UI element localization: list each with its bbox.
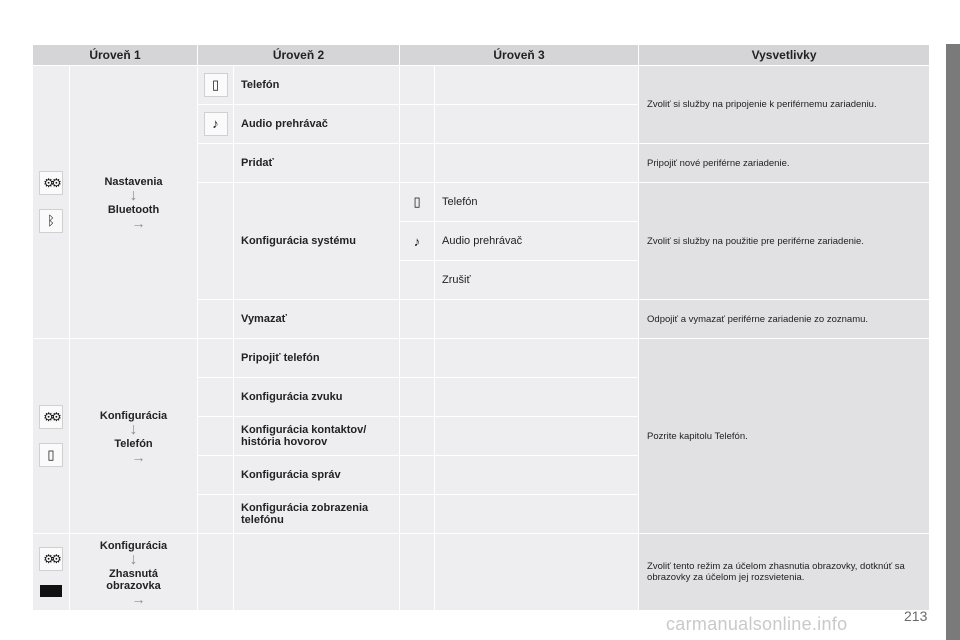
arrow-right-icon: → (131, 448, 146, 465)
page-number: 213 (904, 608, 928, 624)
explanation: Zvoliť si služby na použitie pre periférne zariadenie. (639, 183, 930, 300)
settings-gear-icon: ⚙⚙ (39, 547, 63, 571)
explanation: Odpojiť a vymazať periférne zariadenie zo zoznamu. (639, 300, 930, 339)
section1-title: Nastavenia (104, 175, 163, 188)
section3-subtitle: Zhasnutá obrazovka (106, 567, 161, 592)
level2-item: Konfigurácia správ (234, 456, 400, 495)
level2-item: Pridať (234, 144, 400, 183)
section1-subtitle: Bluetooth (107, 203, 160, 216)
screen-off-icon (40, 585, 62, 597)
table-row (33, 66, 930, 105)
level2-item: Telefón (234, 66, 400, 105)
arrow-down-icon: ↓ (129, 186, 138, 204)
bluetooth-icon: ᛒ (39, 209, 63, 233)
level2-item: Pripojiť telefón (234, 339, 400, 378)
level2-item: Konfigurácia systému (234, 183, 400, 300)
section2-icons (33, 339, 70, 534)
header-level-3: Úroveň 3 (400, 45, 639, 66)
music-note-icon: ♪ (413, 233, 421, 249)
section2-subtitle: Telefón (114, 437, 153, 450)
table-row (33, 339, 930, 378)
phone-icon: ▯ (413, 194, 421, 209)
music-note-icon: ♪ (204, 112, 228, 136)
watermark-text: carmanualsonline.info (666, 614, 848, 634)
level3-item: Telefón (435, 183, 639, 222)
level2-item: Konfigurácia kontaktov/ história hovorov (234, 417, 400, 456)
explanation: Pripojiť nové periférne zariadenie. (639, 144, 930, 183)
level2-item: Konfigurácia zobrazenia telefónu (234, 495, 400, 534)
header-level-1: Úroveň 1 (33, 45, 198, 66)
settings-gear-icon: ⚙⚙ (39, 405, 63, 429)
section1-icons (33, 66, 70, 339)
level2-item: Audio prehrávač (234, 105, 400, 144)
arrow-down-icon: ↓ (129, 420, 138, 438)
section3-icons (33, 534, 70, 611)
explanation: Pozrite kapitolu Telefón. (639, 339, 930, 534)
menu-table (32, 44, 930, 611)
level3-item: Zrušiť (435, 261, 639, 300)
level3-item: Audio prehrávač (435, 222, 639, 261)
arrow-right-icon: → (131, 590, 146, 607)
header-explanations: Vysvetlivky (639, 45, 930, 66)
section2-level1 (70, 339, 198, 534)
section2-title: Konfigurácia (99, 409, 168, 422)
header-level-2: Úroveň 2 (198, 45, 400, 66)
phone-icon: ▯ (204, 73, 228, 97)
settings-gear-icon: ⚙⚙ (39, 171, 63, 195)
explanation: Zvoliť si služby na pripojenie k periférnemu zariadeniu. (639, 66, 930, 144)
section3-level1 (70, 534, 198, 611)
section3-title: Konfigurácia (99, 539, 168, 552)
table-row (33, 534, 930, 611)
explanation: Zvoliť tento režim za účelom zhasnutia obrazovky, dotknúť sa obrazovky za účelom jej rozsvietenia. (639, 534, 930, 611)
section1-level1 (70, 66, 198, 339)
side-tab-bar (946, 44, 960, 640)
arrow-down-icon: ↓ (129, 550, 138, 568)
table-header-row (33, 45, 930, 66)
phone-icon: ▯ (39, 443, 63, 467)
level2-item: Vymazať (234, 300, 400, 339)
level2-item: Konfigurácia zvuku (234, 378, 400, 417)
arrow-right-icon: → (131, 214, 146, 231)
